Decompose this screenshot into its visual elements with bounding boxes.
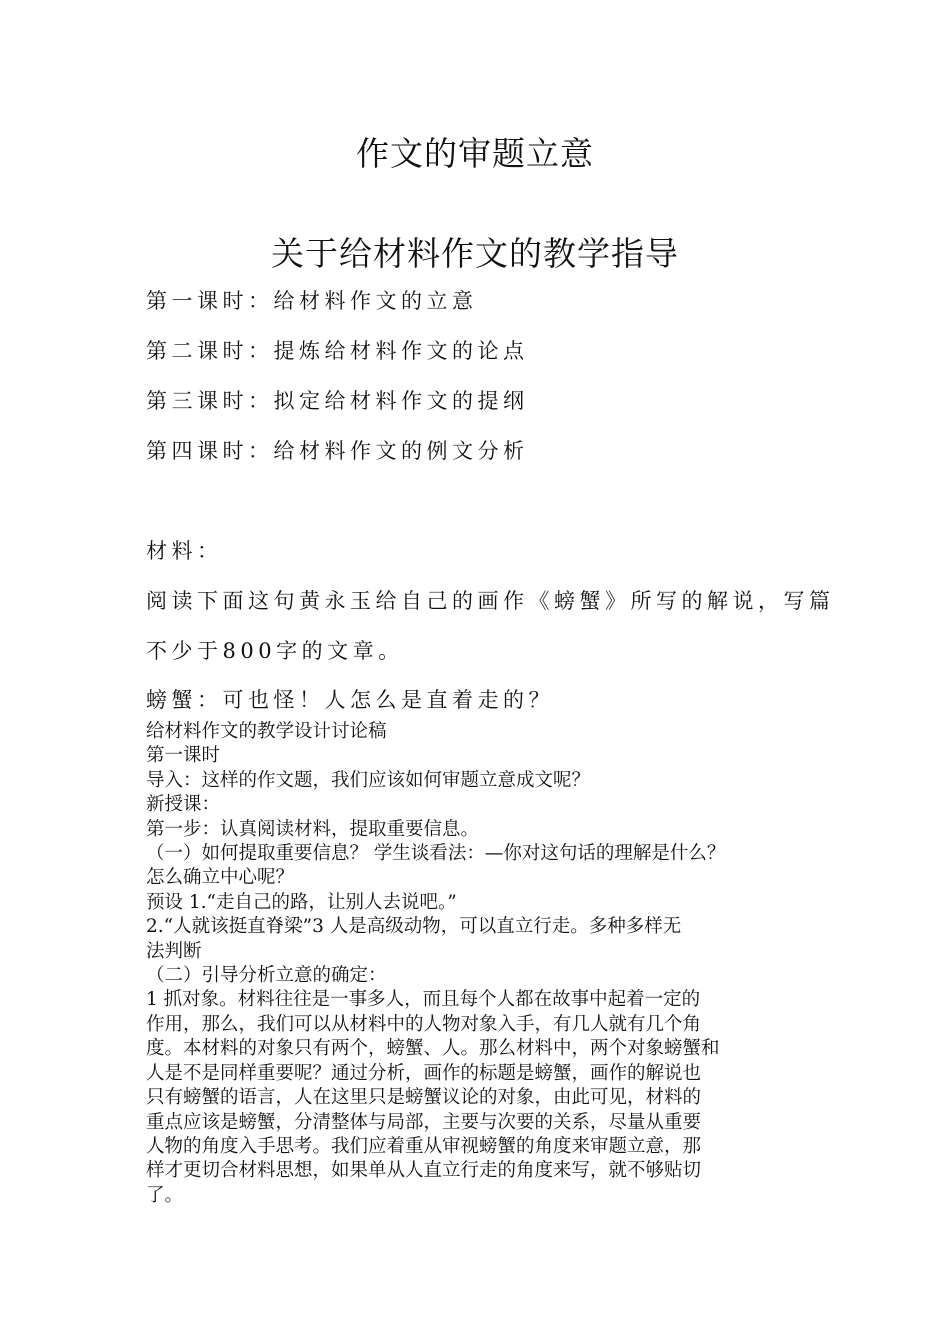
paragraph-line: 1 抓对象。材料往往是一事多人，而且每个人都在故事中起着一定的 xyxy=(146,989,701,1011)
material-quote: 螃蟹：可也怪！人怎么是直着走的？ xyxy=(146,688,554,712)
lesson-item: 第三课时：拟定给材料作文的提纲 xyxy=(146,389,529,413)
paragraph-line: 重点应该是螃蟹，分清整体与局部，主要与次要的关系，尽量从重要 xyxy=(146,1111,702,1133)
paragraph-line: 了。 xyxy=(146,1184,184,1206)
document-subtitle: 关于给材料作文的教学指导 xyxy=(271,234,679,273)
paragraph-line: 样才更切合材料思想，如果单从人直立行走的角度来写，就不够贴切 xyxy=(146,1160,702,1182)
intro-line: 导入：这样的作文题，我们应该如何审题立意成文呢？ xyxy=(146,769,591,791)
step-line: 第一步：认真阅读材料，提取重要信息。 xyxy=(146,818,480,840)
material-text-line: 阅读下面这句黄永玉给自己的画作《螃蟹》所写的解说，写篇 xyxy=(146,589,835,613)
preset-line: 法判断 xyxy=(146,940,202,962)
preset-line: 2.“人就该挺直脊梁”3 人是高级动物，可以直立行走。多种多样无 xyxy=(146,916,682,938)
lesson-item: 第二课时：提炼给材料作文的论点 xyxy=(146,339,529,363)
paragraph-line: 人是不是同样重要呢？通过分析，画作的标题是螃蟹，画作的解说也 xyxy=(146,1062,702,1084)
paragraph-line: 度。本材料的对象只有两个，螃蟹、人。那么材料中，两个对象螃蟹和 xyxy=(146,1038,720,1060)
lesson-item: 第四课时：给材料作文的例文分析 xyxy=(146,439,529,463)
section-heading: （二）引导分析立意的确定： xyxy=(146,965,387,987)
question-line: 怎么确立中心呢？ xyxy=(146,867,295,889)
preset-line: 预设 1.“走自己的路，让别人去说吧。” xyxy=(146,891,457,913)
material-heading: 材料： xyxy=(146,539,223,563)
new-lesson-label: 新授课： xyxy=(146,794,221,816)
material-text-line: 不少于800字的文章。 xyxy=(146,639,404,663)
paragraph-line: 人物的角度入手思考。我们应着重从审视螃蟹的角度来审题立意，那 xyxy=(146,1135,702,1157)
paragraph-line: 作用，那么，我们可以从材料中的人物对象入手，有几人就有几个角 xyxy=(146,1013,702,1035)
lesson-heading: 第一课时 xyxy=(146,745,221,767)
lesson-item: 第一课时：给材料作文的立意 xyxy=(146,289,478,313)
question-line: （一）如何提取重要信息？ 学生谈看法：—你对这句话的理解是什么？ xyxy=(146,843,726,865)
paragraph-line: 只有螃蟹的语言，人在这里只是螃蟹议论的对象，由此可见，材料的 xyxy=(146,1087,702,1109)
plan-title: 给材料作文的教学设计讨论稿 xyxy=(146,721,387,742)
document-title: 作文的审题立意 xyxy=(356,134,594,173)
lesson-plan-body xyxy=(146,720,826,1208)
